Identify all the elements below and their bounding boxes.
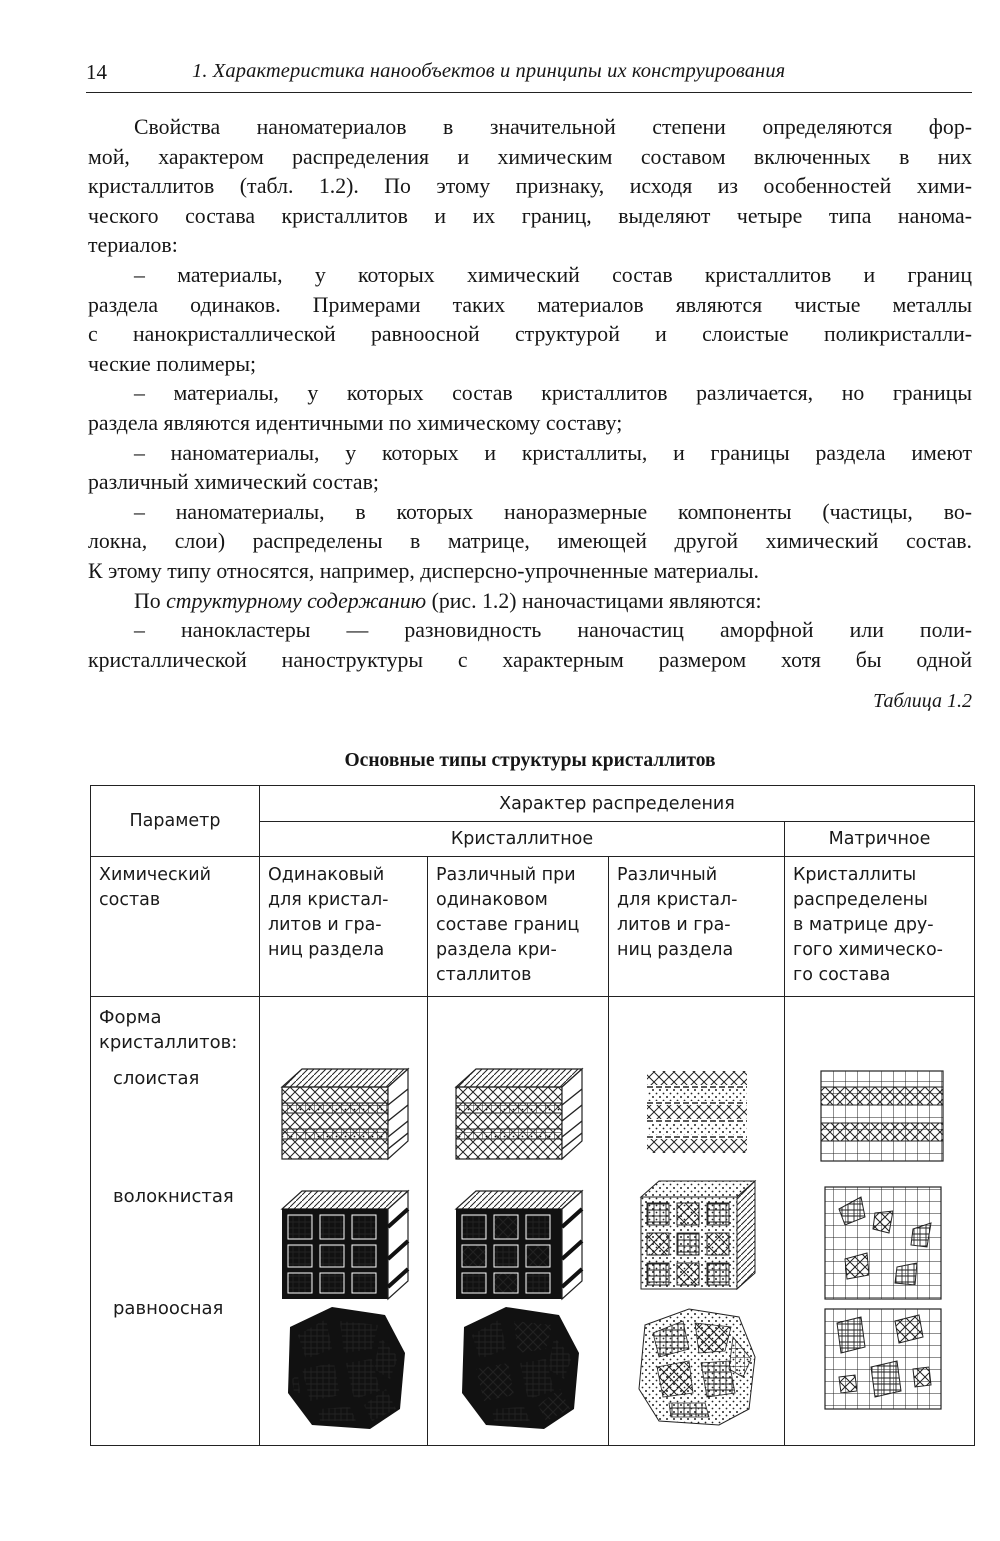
text-line	[88, 587, 972, 617]
text-line: териалов:	[88, 233, 178, 258]
text-line: ческие полимеры;	[88, 351, 257, 376]
equiaxed-structure-image	[639, 1309, 755, 1425]
chapter-title: 1. Характеристика нанообъектов и принципы их конструирования	[192, 60, 786, 82]
cell-line: сталлитов	[436, 965, 532, 985]
chem-cell-different	[609, 857, 785, 997]
header-parameter: Параметр	[91, 786, 260, 857]
equiaxed-structure-image	[462, 1307, 579, 1429]
cell-line: Кристаллиты	[793, 865, 917, 885]
text-line: кристаллитов (табл. 1.2). По этому признаку, исходя из особенностей хими-	[88, 174, 972, 199]
images-col-matrix	[785, 997, 975, 1446]
fibrous-structure-image	[456, 1191, 582, 1299]
text-line: с нанокристаллической равноосной структурой и слоистые поликристалли-	[88, 322, 972, 347]
cell-line: составе границ	[436, 915, 580, 935]
body-text	[88, 113, 972, 675]
images-col-boundary	[428, 997, 609, 1446]
layered-structure-image	[647, 1071, 747, 1153]
text-line: кристаллической наноструктуры с характерным размером хотя бы одной	[88, 647, 972, 672]
layered-structure-image	[282, 1069, 408, 1159]
form-label	[99, 1005, 237, 1055]
running-head	[86, 58, 972, 93]
page-number: 14	[86, 60, 107, 84]
text-line: – материалы, у которых состав кристаллитов различается, но границы	[134, 381, 972, 406]
header-crystallite: Кристаллитное	[260, 822, 785, 857]
layered-structure-image	[456, 1069, 582, 1159]
text-line: Свойства наноматериалов в значительной степени определяются фор-	[134, 115, 972, 139]
images-col-different	[609, 997, 785, 1446]
cell-line: Одинаковый	[268, 865, 385, 885]
table-label: Таблица 1.2	[873, 690, 972, 712]
shape-layered-label: слоистая	[113, 1068, 200, 1089]
cell-line: Различный при	[436, 865, 576, 885]
table-title: Основные типы структуры кристаллитов	[344, 750, 716, 771]
shape-equiaxed-label: равноосная	[113, 1298, 224, 1319]
fibrous-structure-image	[825, 1187, 941, 1299]
text-line: – материалы, у которых химический состав кристаллитов и границ	[134, 262, 972, 287]
cell-line: гого химическо-	[793, 940, 943, 960]
form-label-cell	[91, 997, 260, 1446]
cell-line: распределены	[793, 890, 928, 910]
cell-line: литов и гра-	[268, 915, 382, 935]
images-col-same	[260, 997, 428, 1446]
fibrous-structure-image	[641, 1181, 755, 1289]
structure-images-different	[609, 997, 785, 1440]
emphasis: структурному содержанию	[166, 588, 427, 613]
cell-line: раздела кри-	[436, 940, 557, 960]
text-line: локна, слои) распределены в матрице, имеющей другой химический состав.	[88, 529, 972, 554]
structure-images-matrix	[785, 997, 975, 1440]
text-line: – нанокластеры — разновидность наночастиц аморфной или поли-	[134, 618, 972, 643]
fibrous-structure-image	[282, 1191, 408, 1299]
equiaxed-structure-image	[825, 1309, 941, 1409]
cell-line: для кристал-	[268, 890, 389, 910]
chem-label-cell	[91, 857, 260, 997]
text-fragment: По	[134, 588, 167, 613]
text-line: мой, характером распределения и химическим составом включенных в них	[88, 144, 972, 169]
equiaxed-structure-image	[288, 1307, 405, 1429]
cell-line: ниц раздела	[268, 940, 385, 960]
text-line: К этому типу относятся, например, дисперсно-упрочненные материалы.	[88, 558, 759, 583]
text-line: – наноматериалы, в которых наноразмерные компоненты (частицы, во-	[134, 499, 972, 524]
chem-cell-same	[260, 857, 428, 997]
cell-line: ниц раздела	[617, 940, 734, 960]
chem-label-line: состав	[99, 890, 161, 910]
crystallite-table	[90, 785, 975, 1446]
text-line: раздела являются идентичными по химическому составу;	[88, 410, 623, 435]
layered-structure-image	[821, 1071, 943, 1161]
cell-line: литов и гра-	[617, 915, 731, 935]
form-label-line: кристаллитов:	[99, 1032, 238, 1053]
chem-cell-matrix	[785, 857, 975, 997]
cell-line: Различный	[617, 865, 718, 885]
chem-cell-boundary	[428, 857, 609, 997]
text-line: различный химический состав;	[88, 470, 379, 495]
text-line: – наноматериалы, у которых и кристаллиты, и границы раздела имеют	[134, 440, 972, 465]
cell-line: одинаковом	[436, 890, 548, 910]
text-line: ческого состава кристаллитов и их границ, выделяют четыре типа нанома-	[88, 203, 972, 228]
shape-fibrous-label: волокнистая	[113, 1186, 234, 1207]
cell-line: в матрице дру-	[793, 915, 934, 935]
structure-images-boundary	[428, 997, 609, 1440]
cell-line: го состава	[793, 965, 891, 985]
text-line: раздела одинаков. Примерами таких материалов являются чистые металлы	[88, 292, 972, 317]
form-label-line: Форма	[99, 1007, 162, 1028]
chem-label-line: Химический	[99, 865, 211, 885]
text-fragment: (рис. 1.2) наночастицами являются:	[426, 588, 762, 613]
cell-line: для кристал-	[617, 890, 738, 910]
structure-images-same	[260, 997, 428, 1440]
header-distribution: Характер распределения	[260, 786, 975, 822]
header-matrix: Матричное	[785, 822, 975, 857]
